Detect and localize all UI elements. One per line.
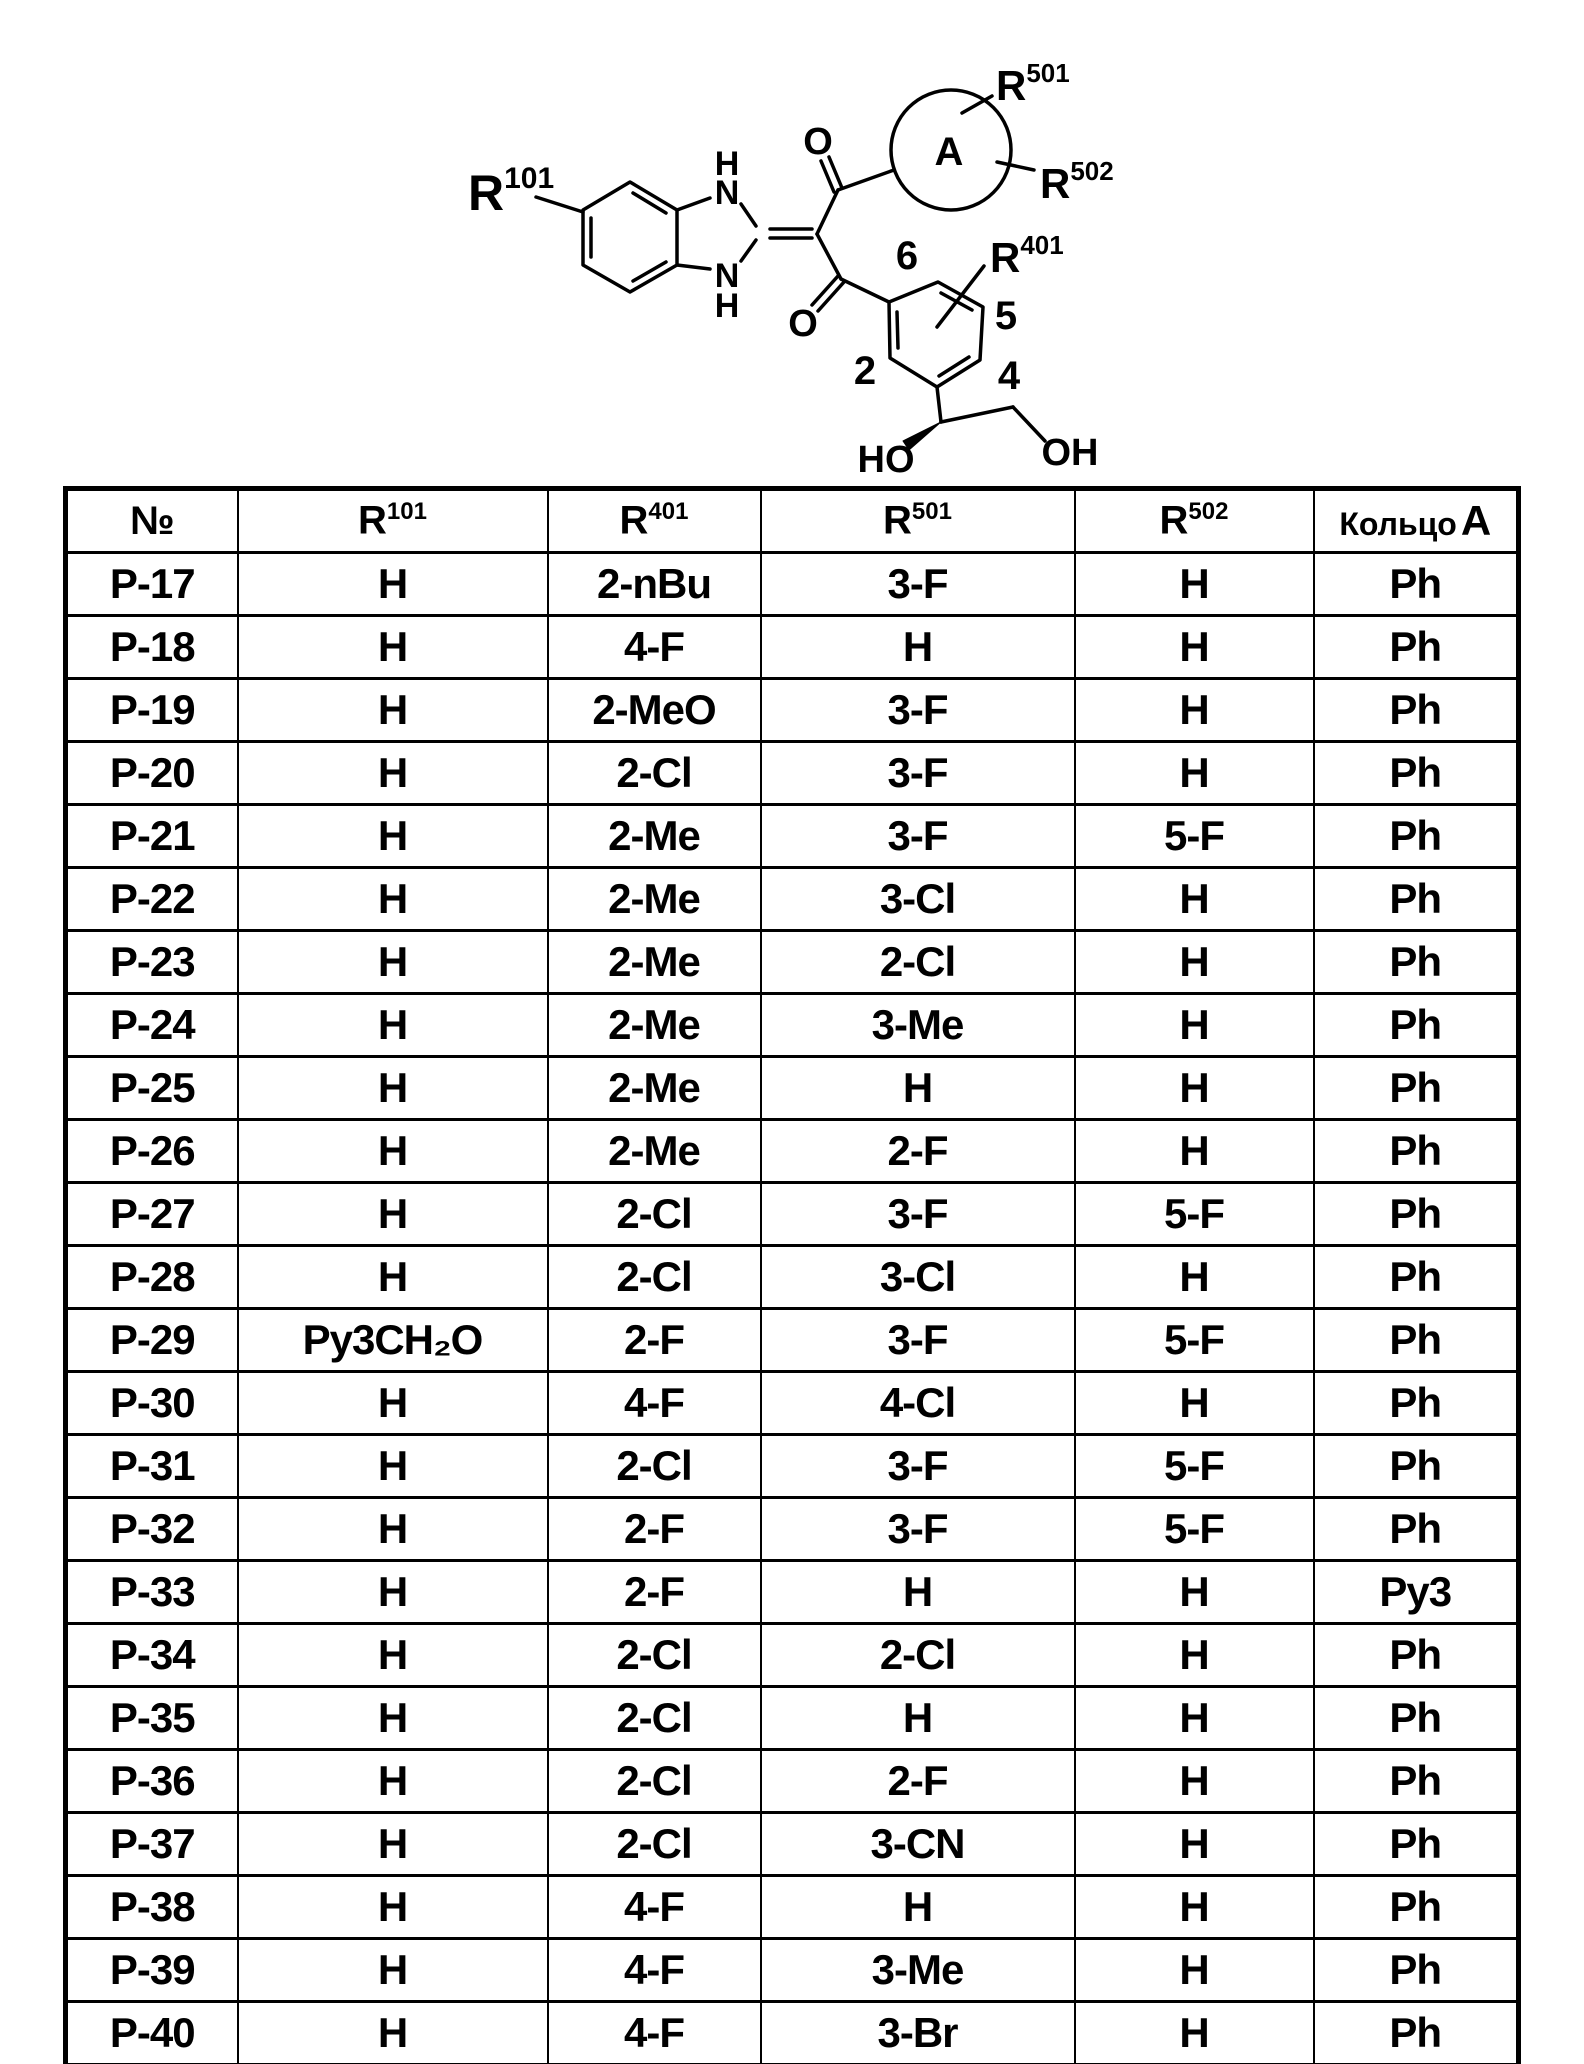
r401-cell: 2-Cl xyxy=(548,1687,761,1750)
r501-cell: 2-Cl xyxy=(761,931,1075,994)
table-row xyxy=(66,805,1519,868)
col-header-r501: $R^{501}$ xyxy=(761,489,1075,553)
phenyl-ring-group xyxy=(889,266,984,387)
r501-cell: 3-F xyxy=(761,679,1075,742)
table-row xyxy=(66,1120,1519,1183)
r101-cell: H xyxy=(238,1561,548,1624)
ring-a-cell: Ph xyxy=(1314,1246,1519,1309)
r101-cell: H xyxy=(238,1624,548,1687)
r501-cell: H xyxy=(761,1057,1075,1120)
table-row xyxy=(66,2002,1519,2064)
r101-cell: H xyxy=(238,805,548,868)
r502-cell: 5-F xyxy=(1075,1435,1314,1498)
ring-a-cell: Ph xyxy=(1314,1372,1519,1435)
r101-cell: H xyxy=(238,1687,548,1750)
table-row xyxy=(66,1372,1519,1435)
r502-cell: H xyxy=(1075,994,1314,1057)
r501-cell: 3-F xyxy=(761,805,1075,868)
table-row xyxy=(66,1624,1519,1687)
r101-cell: H xyxy=(238,1813,548,1876)
r502-cell: H xyxy=(1075,868,1314,931)
r101-cell: H xyxy=(238,1372,548,1435)
carbonyl-o-upper-label: O xyxy=(803,121,833,163)
r401-cell: 2-Cl xyxy=(548,1624,761,1687)
r501-cell: 3-Cl xyxy=(761,1246,1075,1309)
r101-cell: H xyxy=(238,1750,548,1813)
row-id-cell: P-18 xyxy=(66,616,238,679)
header-row xyxy=(66,489,1519,553)
ring-a-cell: Ph xyxy=(1314,679,1519,742)
r501-cell: H xyxy=(761,1876,1075,1939)
r401-cell: 4-F xyxy=(548,2002,761,2064)
r101-cell: H xyxy=(238,868,548,931)
r101-cell: H xyxy=(238,553,548,616)
ring-a-cell: Ph xyxy=(1314,1309,1519,1372)
row-id-cell: P-23 xyxy=(66,931,238,994)
r401-cell: 4-F xyxy=(548,1939,761,2002)
table-row xyxy=(66,1561,1519,1624)
r501-cell: H xyxy=(761,1561,1075,1624)
ring-a-cell: Ph xyxy=(1314,994,1519,1057)
ho-label: HO xyxy=(857,439,915,481)
ring-a-cell: Ph xyxy=(1314,1624,1519,1687)
r401-cell: 2-Cl xyxy=(548,1435,761,1498)
row-id-cell: P-33 xyxy=(66,1561,238,1624)
r501-cell: 3-Br xyxy=(761,2002,1075,2064)
ring-a-cell: Ph xyxy=(1314,616,1519,679)
ring-a-cell: Ph xyxy=(1314,1498,1519,1561)
table-row xyxy=(66,1813,1519,1876)
position-6-label: 6 xyxy=(895,234,919,278)
r502-cell: H xyxy=(1075,679,1314,742)
ring-a-cell: Ph xyxy=(1314,1939,1519,2002)
table-row xyxy=(66,931,1519,994)
r401-cell: 4-F xyxy=(548,1876,761,1939)
r401-cell: 2-F xyxy=(548,1561,761,1624)
nh-bottom-n-label: N xyxy=(714,257,740,295)
r401-cell: 2-Me xyxy=(548,994,761,1057)
r101-cell: H xyxy=(238,1246,548,1309)
position-4-label: 4 xyxy=(997,354,1021,398)
table-row xyxy=(66,1057,1519,1120)
r502-cell: H xyxy=(1075,1687,1314,1750)
r501-cell: 3-CN xyxy=(761,1813,1075,1876)
r501-cell: 3-F xyxy=(761,1435,1075,1498)
row-id-cell: P-24 xyxy=(66,994,238,1057)
substituent-table xyxy=(63,486,1521,2064)
r401-cell: 2-Me xyxy=(548,1057,761,1120)
row-id-cell: P-37 xyxy=(66,1813,238,1876)
row-id-cell: P-28 xyxy=(66,1246,238,1309)
r401-cell: 2-nBu xyxy=(548,553,761,616)
ring-a-cell: Ph xyxy=(1314,1183,1519,1246)
r401-cell: 2-Cl xyxy=(548,1813,761,1876)
row-id-cell: P-30 xyxy=(66,1372,238,1435)
r501-cell: 3-F xyxy=(761,553,1075,616)
ring-a-cell: Ph xyxy=(1314,1120,1519,1183)
table-row xyxy=(66,868,1519,931)
r501-cell: 3-Me xyxy=(761,994,1075,1057)
row-id-cell: P-22 xyxy=(66,868,238,931)
r401-cell: 2-Cl xyxy=(548,742,761,805)
r401-cell: 2-Cl xyxy=(548,1183,761,1246)
table-row xyxy=(66,553,1519,616)
oh-label: OH xyxy=(1041,432,1099,474)
row-id-cell: P-36 xyxy=(66,1750,238,1813)
r501-label: $R^{501}$ xyxy=(996,58,1070,109)
carbonyl-o-lower-label: O xyxy=(788,303,818,345)
r101-cell: H xyxy=(238,1183,548,1246)
ring-a-cell: Ph xyxy=(1314,868,1519,931)
row-id-cell: P-32 xyxy=(66,1498,238,1561)
r101-cell: H xyxy=(238,1939,548,2002)
r101-cell: H xyxy=(238,994,548,1057)
col-header-r502: $R^{502}$ xyxy=(1075,489,1314,553)
r101-cell: H xyxy=(238,742,548,805)
r401-cell: 4-F xyxy=(548,616,761,679)
r502-cell: H xyxy=(1075,616,1314,679)
r501-cell: 2-Cl xyxy=(761,1624,1075,1687)
position-2-label: 2 xyxy=(853,349,877,393)
r502-cell: 5-F xyxy=(1075,805,1314,868)
row-id-cell: P-26 xyxy=(66,1120,238,1183)
r502-cell: H xyxy=(1075,2002,1314,2064)
r502-cell: 5-F xyxy=(1075,1309,1314,1372)
ring-a-cell: Ph xyxy=(1314,1876,1519,1939)
ring-a-cell: Ph xyxy=(1314,2002,1519,2064)
ring-a-cell: Ph xyxy=(1314,553,1519,616)
r501-cell: 3-F xyxy=(761,1309,1075,1372)
r101-cell: H xyxy=(238,1876,548,1939)
table-row xyxy=(66,1498,1519,1561)
r502-label: $R^{502}$ xyxy=(1040,156,1114,207)
ring-a-cell: Ph xyxy=(1314,805,1519,868)
col-header-r401: $R^{401}$ xyxy=(548,489,761,553)
table-row xyxy=(66,1687,1519,1750)
r401-cell: 2-F xyxy=(548,1498,761,1561)
r501-cell: 3-F xyxy=(761,1183,1075,1246)
r502-cell: H xyxy=(1075,931,1314,994)
r101-cell: H xyxy=(238,1435,548,1498)
r401-cell: 2-F xyxy=(548,1309,761,1372)
r502-cell: H xyxy=(1075,1624,1314,1687)
r401-cell: 2-MeO xyxy=(548,679,761,742)
r101-cell: H xyxy=(238,616,548,679)
col-header-r101: $R^{101}$ xyxy=(238,489,548,553)
r502-cell: H xyxy=(1075,1372,1314,1435)
r502-cell: H xyxy=(1075,1561,1314,1624)
row-id-cell: P-40 xyxy=(66,2002,238,2064)
table-row xyxy=(66,742,1519,805)
r501-cell: 3-Me xyxy=(761,1939,1075,2002)
diol-chain-group xyxy=(903,387,1045,450)
compound-structure xyxy=(0,0,1584,484)
r101-cell: H xyxy=(238,1057,548,1120)
r101-cell: H xyxy=(238,931,548,994)
table-body xyxy=(66,553,1519,2064)
ring-a-cell: Ph xyxy=(1314,931,1519,994)
row-id-cell: P-35 xyxy=(66,1687,238,1750)
r502-cell: H xyxy=(1075,1120,1314,1183)
r401-cell: 2-Me xyxy=(548,805,761,868)
r501-cell: 3-Cl xyxy=(761,868,1075,931)
table-row xyxy=(66,1246,1519,1309)
nh-top-h-label: H xyxy=(714,145,740,183)
r101-label: $R^{101}$ xyxy=(468,162,555,221)
table-row xyxy=(66,1183,1519,1246)
ring-a-cell: Ph xyxy=(1314,1687,1519,1750)
r502-cell: H xyxy=(1075,1876,1314,1939)
r401-label: $R^{401}$ xyxy=(990,230,1064,281)
r501-cell: 4-Cl xyxy=(761,1372,1075,1435)
col-header-ring-a: КольцоА xyxy=(1314,489,1519,553)
row-id-cell: P-29 xyxy=(66,1309,238,1372)
r502-cell: H xyxy=(1075,742,1314,805)
row-id-cell: P-20 xyxy=(66,742,238,805)
r501-cell: H xyxy=(761,1687,1075,1750)
col-header-number: № xyxy=(66,489,238,553)
table-row xyxy=(66,679,1519,742)
ring-a-cell: Py3 xyxy=(1314,1561,1519,1624)
r101-cell: H xyxy=(238,679,548,742)
r401-cell: 4-F xyxy=(548,1372,761,1435)
r502-cell: H xyxy=(1075,1057,1314,1120)
table-row xyxy=(66,1939,1519,2002)
r401-cell: 2-Cl xyxy=(548,1750,761,1813)
row-id-cell: P-34 xyxy=(66,1624,238,1687)
r502-cell: 5-F xyxy=(1075,1183,1314,1246)
row-id-cell: P-38 xyxy=(66,1876,238,1939)
row-id-cell: P-27 xyxy=(66,1183,238,1246)
row-id-cell: P-25 xyxy=(66,1057,238,1120)
ring-a-letter: A xyxy=(934,130,964,174)
r101-cell: Py3CH₂O xyxy=(238,1309,548,1372)
r101-cell: H xyxy=(238,1498,548,1561)
r502-cell: H xyxy=(1075,553,1314,616)
nh-bottom-h-label: H xyxy=(714,287,740,325)
ring-a-cell: Ph xyxy=(1314,742,1519,805)
ring-a-cell: Ph xyxy=(1314,1057,1519,1120)
r502-cell: H xyxy=(1075,1813,1314,1876)
r401-cell: 2-Cl xyxy=(548,1246,761,1309)
ring-a-cell: Ph xyxy=(1314,1813,1519,1876)
ring-a-cell: Ph xyxy=(1314,1750,1519,1813)
position-5-label: 5 xyxy=(994,294,1018,338)
row-id-cell: P-31 xyxy=(66,1435,238,1498)
r401-cell: 2-Me xyxy=(548,1120,761,1183)
r101-cell: H xyxy=(238,1120,548,1183)
row-id-cell: P-17 xyxy=(66,553,238,616)
table-row xyxy=(66,1435,1519,1498)
dicarbonyl-linker-group xyxy=(770,157,894,311)
nh-top-n-label: N xyxy=(714,174,740,212)
r502-cell: 5-F xyxy=(1075,1498,1314,1561)
r501-cell: 2-F xyxy=(761,1750,1075,1813)
r101-cell: H xyxy=(238,2002,548,2064)
r501-cell: 3-F xyxy=(761,742,1075,805)
row-id-cell: P-39 xyxy=(66,1939,238,2002)
r502-cell: H xyxy=(1075,1246,1314,1309)
r502-cell: H xyxy=(1075,1939,1314,2002)
r401-cell: 2-Me xyxy=(548,868,761,931)
row-id-cell: P-21 xyxy=(66,805,238,868)
r501-cell: 3-F xyxy=(761,1498,1075,1561)
r502-cell: H xyxy=(1075,1750,1314,1813)
table-row xyxy=(66,616,1519,679)
table-row xyxy=(66,994,1519,1057)
table-row xyxy=(66,1309,1519,1372)
r501-cell: H xyxy=(761,616,1075,679)
table-row xyxy=(66,1876,1519,1939)
ring-a-cell: Ph xyxy=(1314,1435,1519,1498)
table-row xyxy=(66,1750,1519,1813)
row-id-cell: P-19 xyxy=(66,679,238,742)
r501-cell: 2-F xyxy=(761,1120,1075,1183)
r401-cell: 2-Me xyxy=(548,931,761,994)
